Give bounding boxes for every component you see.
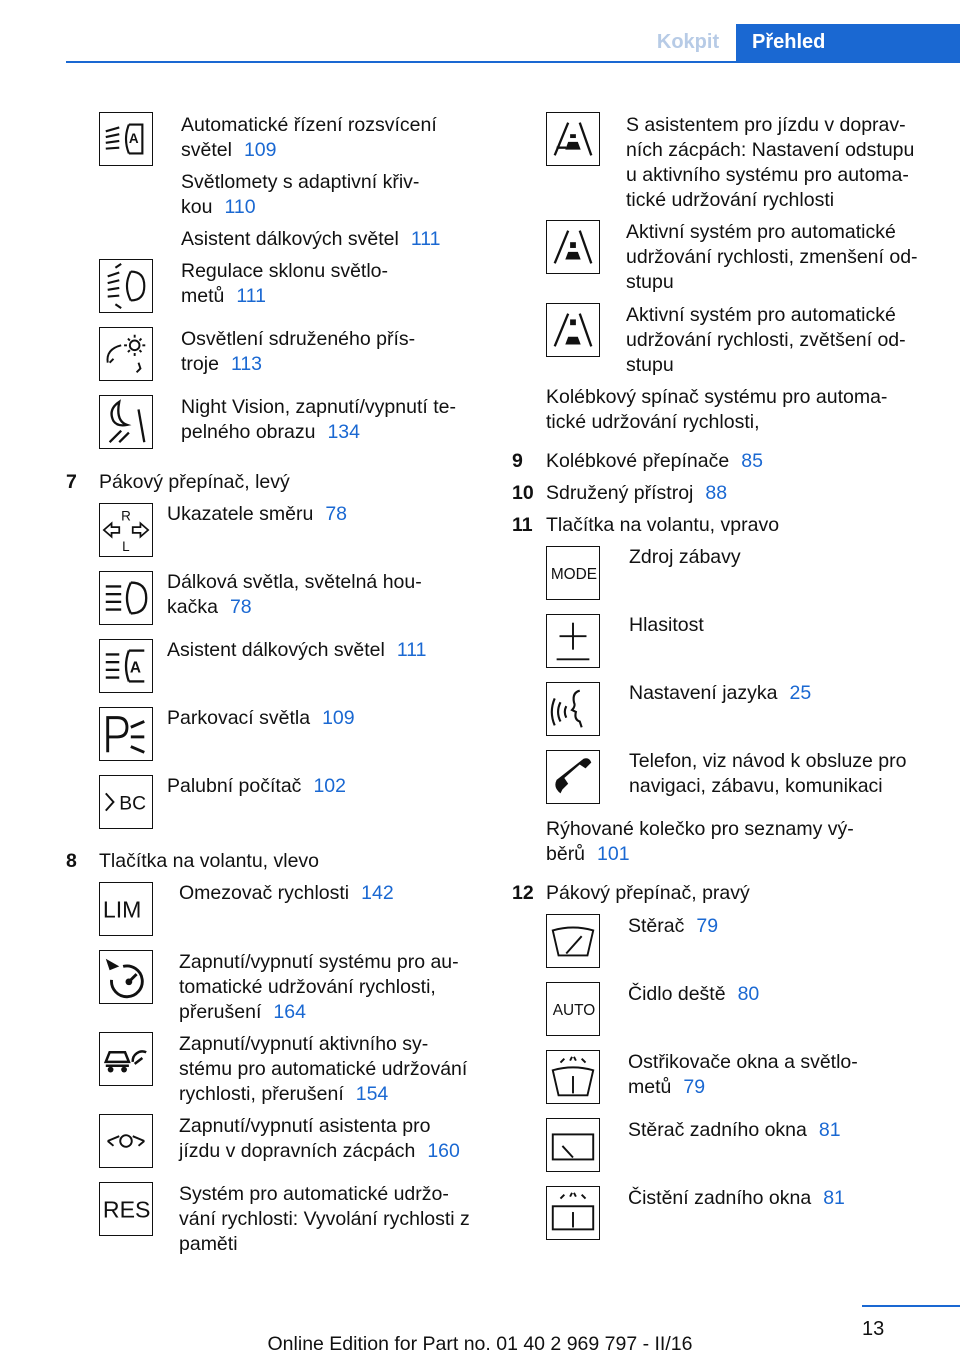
svg-text:BC: BC bbox=[119, 793, 147, 815]
page-ref[interactable]: 78 bbox=[229, 596, 252, 618]
svg-text:L: L bbox=[122, 539, 130, 555]
rear-wiper-icon bbox=[546, 1118, 600, 1172]
page-ref[interactable]: 111 bbox=[410, 228, 441, 250]
section-title-9: Kolébkové přepínače 85 bbox=[546, 450, 763, 472]
page-ref[interactable]: 81 bbox=[823, 1187, 845, 1209]
page-number: 13 bbox=[862, 1318, 885, 1340]
item-distance-setting: S asistentem pro jízdu v doprav- ních zácpách: Nastavení odstupu u aktivního systému pro automa- tické udržování rychlosti bbox=[626, 114, 915, 211]
section-title-11: Tlačítka na volantu, vpravo bbox=[546, 514, 780, 536]
item-auto-lights: Automatické řízení rozsvícení světel 109 bbox=[181, 114, 437, 161]
item-distance-decrease: Aktivní systém pro automatické udržování rychlosti, zmenšení od- stupu bbox=[626, 221, 918, 293]
page-ref[interactable]: 160 bbox=[427, 1140, 460, 1162]
item-wiper: Stěrač 79 bbox=[628, 915, 719, 937]
item-language-setting: Nastavení jazyka 25 bbox=[629, 682, 812, 704]
item-active-cruise-control: Zapnutí/vypnutí aktivního sy- stému pro automatické udržování rychlosti, přerušení 154 bbox=[179, 1033, 468, 1105]
rear-washer-icon bbox=[546, 1186, 600, 1240]
item-rain-sensor: Čidlo deště 80 bbox=[628, 983, 760, 1005]
speed-limiter-icon bbox=[99, 882, 153, 936]
cruise-control-icon bbox=[99, 950, 153, 1004]
active-cruise-control-icon bbox=[99, 1032, 153, 1086]
page-ref[interactable]: 142 bbox=[361, 882, 394, 904]
headlight-range-icon bbox=[99, 259, 153, 313]
item-night-vision: Night Vision, zapnutí/vypnutí te- pelného obrazu 134 bbox=[181, 396, 456, 443]
svg-text:A: A bbox=[129, 659, 141, 677]
footer-divider bbox=[862, 1305, 960, 1307]
section-title-8: Tlačítka na volantu, vlevo bbox=[99, 850, 320, 872]
high-beam-icon bbox=[99, 571, 153, 625]
page-ref[interactable]: 78 bbox=[325, 503, 348, 525]
item-distance-increase: Aktivní systém pro automatické udržování rychlosti, zvětšení od- stupu bbox=[626, 304, 906, 376]
page-ref[interactable]: 80 bbox=[737, 983, 760, 1005]
item-high-beam-assistant: Asistent dálkových světel 111 bbox=[181, 228, 441, 250]
item-headlight-range: Regulace sklonu světlo- metů 111 bbox=[181, 260, 389, 307]
header-divider bbox=[66, 61, 960, 63]
page-ref[interactable]: 164 bbox=[273, 1001, 306, 1023]
svg-text:R: R bbox=[121, 508, 131, 524]
page-ref[interactable]: 25 bbox=[789, 682, 812, 704]
svg-text:LIM: LIM bbox=[102, 896, 142, 923]
item-high-beam-assistant-2: Asistent dálkových světel 111 bbox=[167, 639, 427, 661]
section-number-7: 7 bbox=[66, 471, 77, 493]
item-cruise-control: Zapnutí/vypnutí systému pro au- tomatické udržování rychlosti, přerušení 164 bbox=[179, 951, 459, 1023]
svg-text:AUTO: AUTO bbox=[552, 1001, 596, 1019]
item-turn-signals: Ukazatele směru 78 bbox=[167, 503, 348, 525]
item-parking-lights: Parkovací světla 109 bbox=[167, 707, 355, 729]
resume-speed-icon bbox=[99, 1182, 153, 1236]
item-telephone: Telefon, viz návod k obsluze pro navigaci, zábavu, komunikaci bbox=[629, 750, 907, 797]
volume-icon bbox=[546, 614, 600, 668]
wiper-icon bbox=[546, 914, 600, 968]
onboard-computer-icon bbox=[99, 775, 153, 829]
page-ref[interactable]: 134 bbox=[327, 421, 360, 443]
section-title-7: Pákový přepínač, levý bbox=[99, 471, 290, 493]
rain-sensor-icon bbox=[546, 982, 600, 1036]
item-resume-speed: Systém pro automatické udržo- vání rychlosti: Vyvolání rychlosti z paměti bbox=[179, 1183, 470, 1255]
section-number-8: 8 bbox=[66, 850, 77, 872]
item-instrument-lighting: Osvětlení sdruženého přís- troje 113 bbox=[181, 328, 416, 375]
page-ref[interactable]: 81 bbox=[818, 1119, 841, 1141]
page-ref[interactable]: 79 bbox=[683, 1076, 706, 1098]
item-speed-limiter: Omezovač rychlosti 142 bbox=[179, 882, 394, 904]
tab-prehled[interactable]: Přehled bbox=[736, 24, 960, 61]
page-ref[interactable]: 109 bbox=[243, 139, 277, 161]
parking-lights-icon bbox=[99, 707, 153, 761]
item-rocker-switch: Kolébkový spínač systému pro automa- tické udržování rychlosti, bbox=[546, 386, 888, 433]
page-ref[interactable]: 101 bbox=[597, 843, 630, 865]
section-title-10: Sdružený přístroj 88 bbox=[546, 482, 728, 504]
page-ref[interactable]: 109 bbox=[322, 707, 355, 729]
distance-decrease-icon bbox=[546, 220, 600, 274]
item-onboard-computer: Palubní počítač 102 bbox=[167, 775, 346, 797]
high-beam-assistant-icon bbox=[99, 639, 153, 693]
page-ref[interactable]: 102 bbox=[313, 775, 346, 797]
section-title-12: Pákový přepínač, pravý bbox=[546, 882, 750, 904]
svg-text:A: A bbox=[128, 130, 139, 146]
section-number-10: 10 bbox=[512, 482, 534, 504]
page-ref[interactable]: 111 bbox=[396, 639, 427, 661]
section-number-11: 11 bbox=[512, 514, 533, 536]
distance-increase-icon bbox=[546, 303, 600, 357]
auto-headlight-icon bbox=[99, 112, 153, 166]
item-rear-wiper: Stěrač zadního okna 81 bbox=[628, 1119, 841, 1141]
section-number-12: 12 bbox=[512, 882, 534, 904]
page-ref[interactable]: 79 bbox=[696, 915, 719, 937]
distance-setting-icon bbox=[546, 112, 600, 166]
washer-icon bbox=[546, 1050, 600, 1104]
item-washer: Ostřikovače okna a světlo- metů 79 bbox=[628, 1051, 858, 1098]
page-ref[interactable]: 85 bbox=[741, 450, 763, 472]
item-rear-washer: Čistění zadního okna 81 bbox=[628, 1187, 845, 1209]
item-adaptive-headlights: Světlomety s adaptivní křiv- kou 110 bbox=[181, 171, 420, 218]
section-number-9: 9 bbox=[512, 450, 523, 472]
turn-signal-icon bbox=[99, 503, 153, 557]
page-ref[interactable]: 154 bbox=[355, 1083, 389, 1105]
item-traffic-jam-assistant: Zapnutí/vypnutí asistenta pro jízdu v dopravních zácpách 160 bbox=[179, 1115, 460, 1162]
phone-icon bbox=[546, 750, 600, 804]
item-volume: Hlasitost bbox=[629, 614, 704, 636]
item-high-beam: Dálková světla, světelná hou- kačka 78 bbox=[167, 571, 422, 618]
page-ref[interactable]: 88 bbox=[705, 482, 728, 504]
svg-text:RES: RES bbox=[102, 1196, 151, 1223]
svg-text:MODE: MODE bbox=[550, 565, 598, 583]
item-selection-wheel: Rýhované kolečko pro seznamy vý- běrů 101 bbox=[546, 818, 854, 865]
item-entertainment-source: Zdroj zábavy bbox=[629, 546, 741, 568]
page-ref[interactable]: 110 bbox=[224, 196, 256, 218]
page-ref[interactable]: 113 bbox=[230, 353, 263, 375]
instrument-lighting-icon bbox=[99, 327, 153, 381]
tab-kokpit[interactable]: Kokpit bbox=[640, 24, 736, 61]
traffic-jam-assistant-icon bbox=[99, 1114, 153, 1168]
footer-edition: Online Edition for Part no. 01 40 2 969 797 - II/16 bbox=[267, 1333, 693, 1355]
page-ref[interactable]: 111 bbox=[236, 285, 266, 307]
mode-button-icon bbox=[546, 546, 600, 600]
voice-control-icon bbox=[546, 682, 600, 736]
night-vision-icon bbox=[99, 395, 153, 449]
